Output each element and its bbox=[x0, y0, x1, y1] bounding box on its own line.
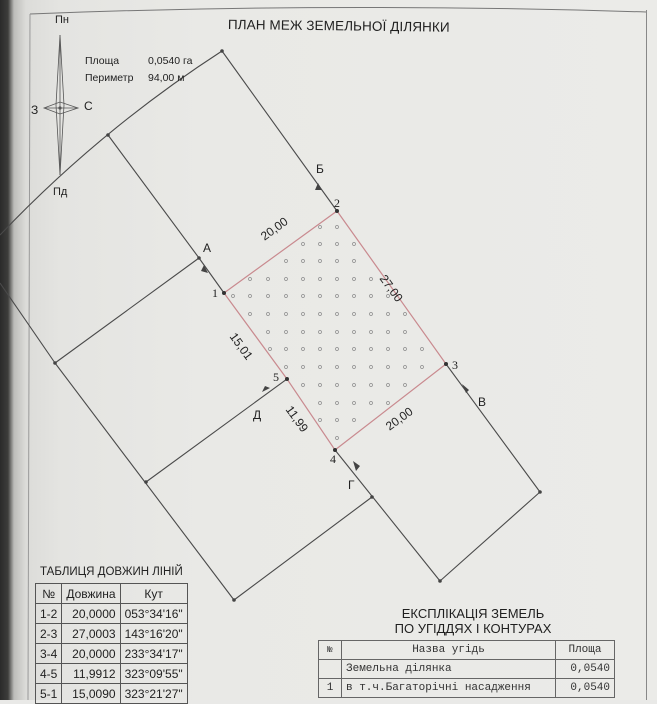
plan-title: ПЛАН МЕЖ ЗЕМЕЛЬНОЇ ДІЛЯНКИ bbox=[227, 17, 450, 35]
table-row bbox=[36, 624, 188, 644]
cell-length: 20,0000 bbox=[62, 604, 120, 624]
cell-angle: 233°34'17" bbox=[120, 644, 187, 664]
cell-length: 20,0000 bbox=[62, 644, 120, 664]
table-row bbox=[36, 604, 188, 624]
explication-title-line1: ЕКСПЛІКАЦІЯ ЗЕМЕЛЬ bbox=[401, 606, 545, 621]
cell-segment: 4-5 bbox=[36, 664, 62, 684]
cell-length: 27,0003 bbox=[62, 624, 120, 644]
point-4-label: 4 bbox=[330, 452, 336, 466]
table-row bbox=[319, 679, 615, 698]
neighbor-v-label: В bbox=[478, 395, 487, 409]
cell-segment: 5-1 bbox=[36, 684, 62, 704]
neighbor-b-label: Б bbox=[316, 162, 324, 176]
dimension-3-4: 20,00 bbox=[383, 404, 416, 434]
point-1-label: 1 bbox=[212, 286, 218, 300]
col-header-number: № bbox=[36, 584, 62, 604]
col-header-angle: Кут bbox=[120, 584, 187, 604]
cell-segment: 1-2 bbox=[36, 604, 62, 624]
neighbor-d-label: Д bbox=[253, 408, 262, 422]
perimeter-label: Периметр bbox=[85, 72, 134, 84]
cell-angle: 323°09'55" bbox=[120, 664, 187, 684]
perimeter-value: 94,00 м bbox=[148, 72, 185, 84]
col-header-length: Довжина bbox=[62, 584, 120, 604]
explication-title-line2: ПО УГІДДЯХ І КОНТУРАХ bbox=[394, 621, 552, 636]
cell-length: 15,0090 bbox=[62, 684, 120, 704]
col-header-area: Площа bbox=[556, 641, 615, 660]
table-row bbox=[36, 644, 188, 664]
frame-right-border bbox=[646, 10, 647, 700]
dimension-4-5: 11,99 bbox=[282, 403, 312, 435]
cell-length: 11,9912 bbox=[62, 664, 120, 684]
compass-south-label: Пд bbox=[53, 186, 68, 198]
land-explication-table bbox=[318, 640, 615, 698]
cell-land-type: Земельна ділянка bbox=[342, 660, 556, 679]
compass-rose-icon bbox=[44, 35, 78, 175]
cell-number: 1 bbox=[319, 679, 342, 698]
compass-west-label: З bbox=[31, 103, 39, 117]
table-row bbox=[36, 684, 188, 704]
lines-table-title: ТАБЛИЦЯ ДОВЖИН ЛІНІЙ bbox=[40, 566, 183, 578]
cell-land-type: в т.ч.Багаторічні насадження bbox=[342, 679, 556, 698]
line-lengths-table bbox=[35, 583, 188, 704]
point-5-label: 5 bbox=[273, 370, 279, 384]
table-row bbox=[36, 664, 188, 684]
cell-segment: 3-4 bbox=[36, 644, 62, 664]
cell-number bbox=[319, 660, 342, 679]
cell-angle: 323°21'27" bbox=[120, 684, 187, 704]
area-label: Площа bbox=[85, 55, 120, 67]
area-value: 0,0540 га bbox=[148, 55, 193, 67]
table-row bbox=[319, 660, 615, 679]
dimension-5-1: 15,01 bbox=[226, 330, 256, 363]
explication-title bbox=[378, 606, 568, 636]
neighbor-a-label: А bbox=[203, 241, 212, 255]
point-2-label: 2 bbox=[334, 196, 340, 210]
compass-north-label: Пн bbox=[55, 14, 69, 26]
cell-angle: 053°34'16" bbox=[120, 604, 187, 624]
cell-segment: 2-3 bbox=[36, 624, 62, 644]
dimension-1-2: 20,00 bbox=[258, 214, 291, 244]
point-3-label: 3 bbox=[452, 358, 458, 372]
dimension-2-3: 27,00 bbox=[376, 272, 406, 305]
col-header-number: № bbox=[319, 641, 342, 660]
col-header-land-type: Назва угідь bbox=[342, 641, 556, 660]
cell-angle: 143°16'20" bbox=[120, 624, 187, 644]
neighbor-g-label: Г bbox=[348, 478, 355, 492]
compass-east-label: С bbox=[84, 99, 93, 113]
cell-area: 0,0540 bbox=[556, 679, 615, 698]
cell-area: 0,0540 bbox=[556, 660, 615, 679]
